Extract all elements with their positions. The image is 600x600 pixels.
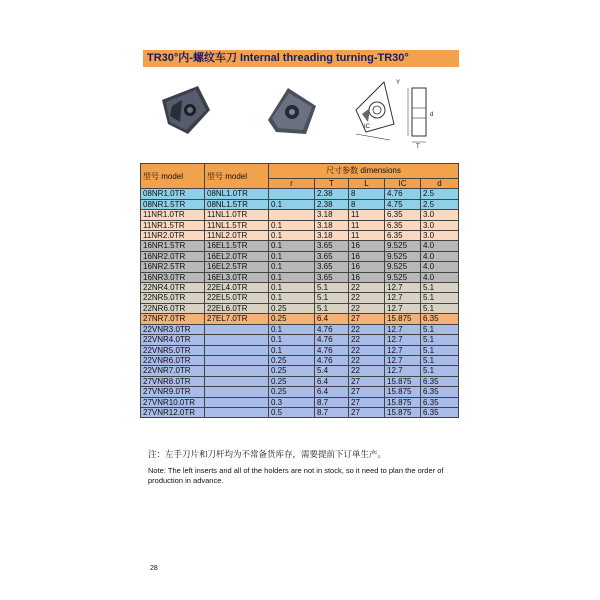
d-value: 2.5 [421, 199, 459, 209]
t-value: 3.65 [315, 241, 349, 251]
model-right: 16NR3.0TR [141, 272, 205, 282]
ic-value: 12.7 [385, 345, 421, 355]
d-value: 4.0 [421, 262, 459, 272]
model-right: 27VNR10.0TR [141, 397, 205, 407]
ic-value: 15.875 [385, 314, 421, 324]
r-value: 0.1 [269, 231, 315, 241]
table-row [141, 293, 459, 303]
ic-value: 15.875 [385, 376, 421, 386]
model-right: 16NR2.5TR [141, 262, 205, 272]
ic-value: 12.7 [385, 303, 421, 313]
ic-value: 6.35 [385, 231, 421, 241]
d-value: 5.1 [421, 355, 459, 365]
model-left [205, 397, 269, 407]
model-left: 08NL1.5TR [205, 199, 269, 209]
ic-value: 4.76 [385, 189, 421, 199]
l-value: 11 [349, 220, 385, 230]
d-value: 4.0 [421, 241, 459, 251]
t-value: 3.65 [315, 251, 349, 261]
model-left [205, 335, 269, 345]
r-value: 0.1 [269, 324, 315, 334]
ic-value: 15.875 [385, 407, 421, 417]
t-value: 8.7 [315, 407, 349, 417]
header-model-2: 型号 model [205, 164, 269, 189]
table-row [141, 241, 459, 251]
insert-illustrations [140, 72, 460, 152]
d-value: 6.35 [421, 376, 459, 386]
ic-value: 12.7 [385, 366, 421, 376]
header-l: L [349, 179, 385, 189]
model-right: 27VNR12.0TR [141, 407, 205, 417]
model-right: 16NR2.0TR [141, 251, 205, 261]
t-value: 4.76 [315, 345, 349, 355]
table-row [141, 366, 459, 376]
r-value: 0.1 [269, 345, 315, 355]
model-right: 27NR7.0TR [141, 314, 205, 324]
l-value: 27 [349, 314, 385, 324]
d-value: 5.1 [421, 345, 459, 355]
d-value: 5.1 [421, 283, 459, 293]
d-value: 4.0 [421, 272, 459, 282]
table-row [141, 387, 459, 397]
model-left [205, 376, 269, 386]
d-value: 5.1 [421, 293, 459, 303]
ic-value: 4.75 [385, 199, 421, 209]
l-value: 27 [349, 376, 385, 386]
header-d: d [421, 179, 459, 189]
r-value: 0.25 [269, 314, 315, 324]
l-value: 27 [349, 387, 385, 397]
model-left [205, 387, 269, 397]
table-row [141, 407, 459, 417]
l-value: 11 [349, 210, 385, 220]
l-value: 11 [349, 231, 385, 241]
t-value: 2.38 [315, 189, 349, 199]
table-row [141, 199, 459, 209]
r-value: 0.1 [269, 293, 315, 303]
ic-value: 12.7 [385, 335, 421, 345]
r-value: 0.5 [269, 407, 315, 417]
table-row [141, 189, 459, 199]
table-row [141, 335, 459, 345]
t-value: 4.76 [315, 324, 349, 334]
section-title: TR30°内-螺纹车刀 Internal threading turning-TR30° [143, 50, 459, 67]
model-right: 22NR6.0TR [141, 303, 205, 313]
r-value: 0.1 [269, 262, 315, 272]
ic-value: 9.525 [385, 241, 421, 251]
l-value: 22 [349, 324, 385, 334]
model-left: 22EL5.0TR [205, 293, 269, 303]
table-row [141, 283, 459, 293]
l-value: 8 [349, 189, 385, 199]
model-right: 08NR1.0TR [141, 189, 205, 199]
d-value: 6.35 [421, 397, 459, 407]
model-left [205, 345, 269, 355]
table-row [141, 303, 459, 313]
d-value: 3.0 [421, 220, 459, 230]
ic-value: 15.875 [385, 397, 421, 407]
model-right: 22VNR4.0TR [141, 335, 205, 345]
t-value: 3.18 [315, 231, 349, 241]
diagram-ic-label: IC [364, 124, 370, 130]
ic-value: 12.7 [385, 324, 421, 334]
table-row [141, 397, 459, 407]
r-value: 0.1 [269, 251, 315, 261]
model-right: 22VNR5.0TR [141, 345, 205, 355]
table-row [141, 272, 459, 282]
d-value: 6.35 [421, 387, 459, 397]
r-value: 0.1 [269, 283, 315, 293]
ic-value: 9.525 [385, 272, 421, 282]
table-row [141, 262, 459, 272]
l-value: 16 [349, 241, 385, 251]
l-value: 27 [349, 407, 385, 417]
r-value: 0.25 [269, 366, 315, 376]
d-value: 5.1 [421, 335, 459, 345]
l-value: 27 [349, 397, 385, 407]
table-row [141, 345, 459, 355]
model-right: 11NR2.0TR [141, 231, 205, 241]
t-value: 6.4 [315, 387, 349, 397]
spec-table [140, 163, 459, 418]
insert-photo-1 [158, 80, 214, 138]
model-right: 16NR1.5TR [141, 241, 205, 251]
ic-value: 9.525 [385, 251, 421, 261]
model-right: 27VNR9.0TR [141, 387, 205, 397]
model-right: 11NR1.0TR [141, 210, 205, 220]
model-left: 16EL2.0TR [205, 251, 269, 261]
r-value: 0.1 [269, 220, 315, 230]
t-value: 5.1 [315, 293, 349, 303]
d-value: 5.1 [421, 366, 459, 376]
l-value: 22 [349, 303, 385, 313]
ic-value: 9.525 [385, 262, 421, 272]
l-value: 22 [349, 355, 385, 365]
t-value: 6.4 [315, 376, 349, 386]
diagram-d-label: d [430, 112, 434, 118]
model-left [205, 355, 269, 365]
l-value: 16 [349, 251, 385, 261]
t-value: 8.7 [315, 397, 349, 407]
header-model-1: 型号 model [141, 164, 205, 189]
t-value: 3.18 [315, 210, 349, 220]
diagram-t-label: T [416, 144, 420, 148]
header-r: r [269, 179, 315, 189]
d-value: 6.35 [421, 314, 459, 324]
l-value: 22 [349, 345, 385, 355]
r-value [269, 189, 315, 199]
r-value: 0.25 [269, 376, 315, 386]
model-left [205, 324, 269, 334]
model-left: 22EL4.0TR [205, 283, 269, 293]
spec-table-body [141, 189, 459, 418]
l-value: 22 [349, 293, 385, 303]
r-value: 0.25 [269, 387, 315, 397]
d-value: 3.0 [421, 231, 459, 241]
model-right: 08NR1.5TR [141, 199, 205, 209]
model-right: 27VNR8.0TR [141, 376, 205, 386]
header-ic: IC [385, 179, 421, 189]
t-value: 4.76 [315, 335, 349, 345]
model-left [205, 407, 269, 417]
l-value: 22 [349, 335, 385, 345]
l-value: 16 [349, 262, 385, 272]
table-row [141, 251, 459, 261]
model-left [205, 366, 269, 376]
t-value: 6.4 [315, 314, 349, 324]
model-left: 22EL6.0TR [205, 303, 269, 313]
d-value: 3.0 [421, 210, 459, 220]
r-value: 0.3 [269, 397, 315, 407]
model-right: 22VNR7.0TR [141, 366, 205, 376]
header-t: T [315, 179, 349, 189]
model-left: 16EL3.0TR [205, 272, 269, 282]
note-english: Note: The left inserts and all of the holders are not in stock, so it need to plan the order of production in advance. [148, 466, 444, 485]
l-value: 8 [349, 199, 385, 209]
r-value: 0.1 [269, 241, 315, 251]
t-value: 5.1 [315, 283, 349, 293]
table-row [141, 314, 459, 324]
t-value: 3.18 [315, 220, 349, 230]
r-value: 0.1 [269, 335, 315, 345]
model-right: 22VNR3.0TR [141, 324, 205, 334]
t-value: 3.65 [315, 262, 349, 272]
d-value: 5.1 [421, 303, 459, 313]
table-row [141, 231, 459, 241]
l-value: 16 [349, 272, 385, 282]
model-left: 16EL1.5TR [205, 241, 269, 251]
ic-value: 12.7 [385, 283, 421, 293]
model-right: 22NR4.0TR [141, 283, 205, 293]
d-value: 2.5 [421, 189, 459, 199]
r-value: 0.25 [269, 303, 315, 313]
d-value: 5.1 [421, 324, 459, 334]
t-value: 5.1 [315, 303, 349, 313]
t-value: 5.4 [315, 366, 349, 376]
model-right: 11NR1.5TR [141, 220, 205, 230]
table-row [141, 220, 459, 230]
l-value: 22 [349, 366, 385, 376]
ic-value: 12.7 [385, 293, 421, 303]
header-dimensions: 尺寸参数 dimensions [269, 164, 459, 179]
l-value: 22 [349, 283, 385, 293]
ic-value: 6.35 [385, 220, 421, 230]
note-chinese: 注：左手刀片和刀杆均为不常备货库存，需要提前下订单生产。 [148, 449, 387, 459]
r-value: 0.1 [269, 272, 315, 282]
table-row [141, 324, 459, 334]
model-left: 11NL2.0TR [205, 231, 269, 241]
t-value: 2.38 [315, 199, 349, 209]
model-left: 08NL1.0TR [205, 189, 269, 199]
table-row [141, 376, 459, 386]
diagram-y-label: Y [396, 80, 401, 86]
r-value [269, 210, 315, 220]
ic-value: 15.875 [385, 387, 421, 397]
table-row [141, 210, 459, 220]
t-value: 4.76 [315, 355, 349, 365]
model-left: 27EL7.0TR [205, 314, 269, 324]
ic-value: 6.35 [385, 210, 421, 220]
model-left: 11NL1.5TR [205, 220, 269, 230]
t-value: 3.65 [315, 272, 349, 282]
ic-value: 12.7 [385, 355, 421, 365]
table-row [141, 355, 459, 365]
insert-dimension-diagram [350, 74, 446, 148]
model-right: 22NR5.0TR [141, 293, 205, 303]
d-value: 4.0 [421, 251, 459, 261]
d-value: 6.35 [421, 407, 459, 417]
r-value: 0.25 [269, 355, 315, 365]
insert-photo-2 [262, 84, 320, 138]
model-left: 16EL2.5TR [205, 262, 269, 272]
model-right: 22VNR6.0TR [141, 355, 205, 365]
r-value: 0.1 [269, 199, 315, 209]
model-left: 11NL1.0TR [205, 210, 269, 220]
page-number: 28 [150, 565, 158, 572]
table-header-row [141, 164, 459, 179]
